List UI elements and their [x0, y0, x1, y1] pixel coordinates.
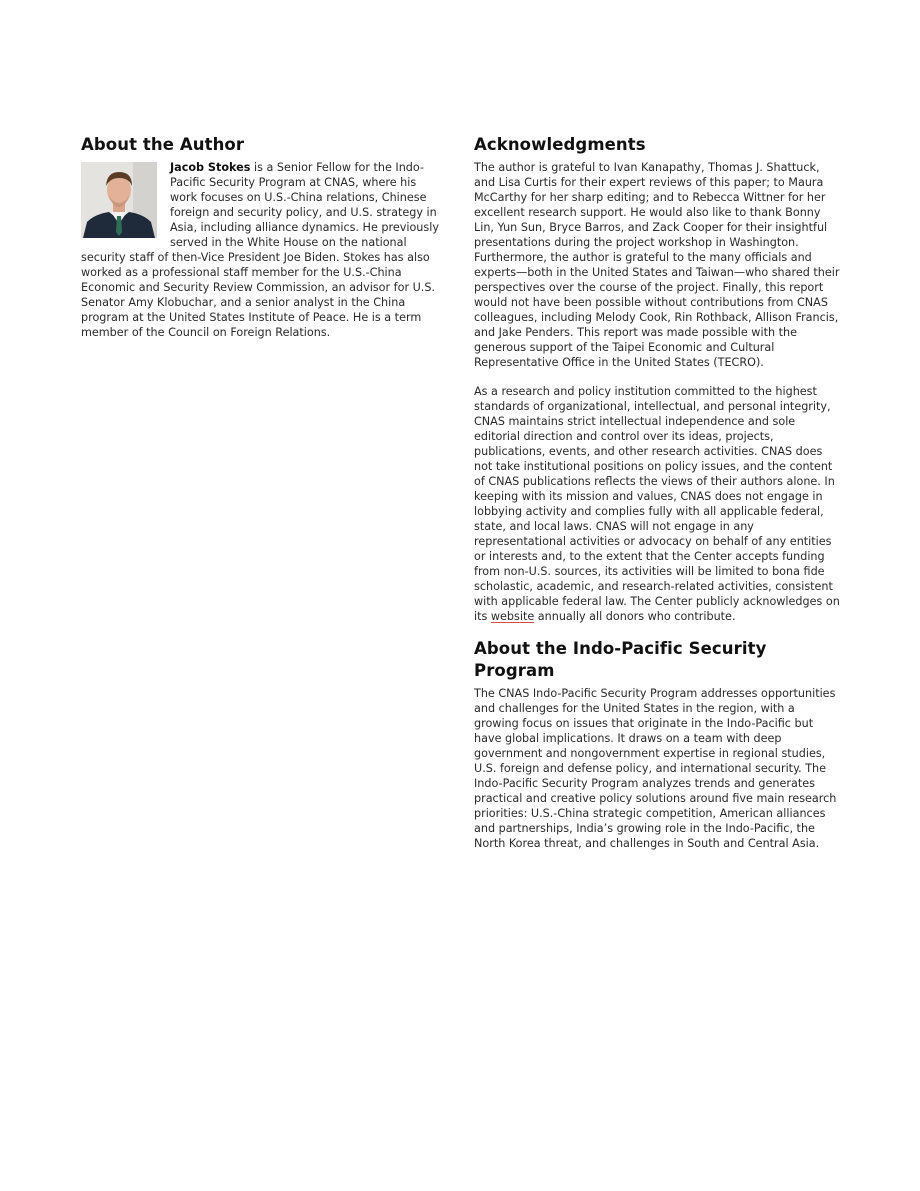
website-link[interactable]: website — [490, 610, 535, 623]
integrity-paragraph — [474, 384, 840, 624]
integrity-text: As a research and policy institution committed to the highest standards of organizational, intellectual, and personal integrity, CNAS maintains strict intellectual independence and sole editorial direction and control over its ideas, projects, publications, events, and other research activities. CNAS does not take institutional positions on policy issues, and the content of CNAS publications reflects the views of their authors alone. In keeping with its mission and values, CNAS does not engage in lobbying activity and complies fully with all applicable federal, state, and local laws. CNAS will not engage in any representational activities or advocacy on behalf of any entities or interests and, to the extent that the Center accepts funding from non-U.S. sources, its activities will be limited to bona fide scholastic, academic, and research-related activities, consistent with applicable federal law. The Center publicly acknowledges on its — [474, 385, 840, 623]
about-program-heading: About the Indo-Pacific Security Program — [474, 639, 767, 680]
about-author-heading: About the Author — [81, 135, 245, 154]
author-bio-text: is a Senior Fellow for the Indo-Pacific Security Program at CNAS, where his work focuses on U.S.-China relations, Chinese foreign and security policy, and U.S. strategy in Asia, including alliance dynamics. He previously served in the White House on the national security staff of then-Vice President Joe Biden. Stokes has also worked as a professional staff member for the U.S.-China Economic and Security Review Commission, an advisor for U.S. Senator Amy Klobuchar, and a senior analyst in the China program at the United States Institute of Peace. He is a term member of the Council on Foreign Relations. — [81, 161, 439, 339]
author-portrait-icon — [81, 162, 157, 238]
acknowledgments-heading: Acknowledgments — [474, 135, 646, 154]
integrity-text-end: annually all donors who contribute. — [534, 610, 736, 623]
author-name: Jacob Stokes — [170, 161, 251, 174]
program-paragraph: The CNAS Indo-Pacific Security Program addresses opportunities and challenges for the United States in the region, with a growing focus on issues that originate in the Indo-Pacific but have global implications. It draws on a team with deep government and nongovernment expertise in regional studies, U.S. foreign and defense policy, and international security. The Indo-Pacific Security Program analyzes trends and generates practical and creative policy solutions around five main research priorities: U.S.-China strategic competition, American alliances and partnerships, India’s growing role in the Indo-Pacific, the North Korea threat, and challenges in South and Central Asia. — [474, 687, 837, 850]
author-photo — [81, 162, 157, 238]
right-column — [474, 134, 840, 851]
program-section — [474, 638, 840, 851]
left-column — [81, 134, 441, 340]
acknowledgments-paragraph: The author is grateful to Ivan Kanapathy, Thomas J. Shattuck, and Lisa Curtis for their expert reviews of this paper; to Maura McCarthy for her sharp editing; and to Rebecca Wittner for her excellent research support. He would also like to thank Bonny Lin, Yun Sun, Bryce Barros, and Zack Cooper for their insightful presentations during the project workshop in Washington. Furthermore, the author is grateful to the many officials and experts—both in the United States and Taiwan—who shared their perspectives over the course of the project. Finally, this report would not have been possible without contributions from CNAS colleagues, including Melody Cook, Rin Rothback, Allison Francis, and Jake Penders. This report was made possible with the generous support of the Taipei Economic and Cultural Representative Office in the United States (TECRO). — [474, 161, 840, 369]
